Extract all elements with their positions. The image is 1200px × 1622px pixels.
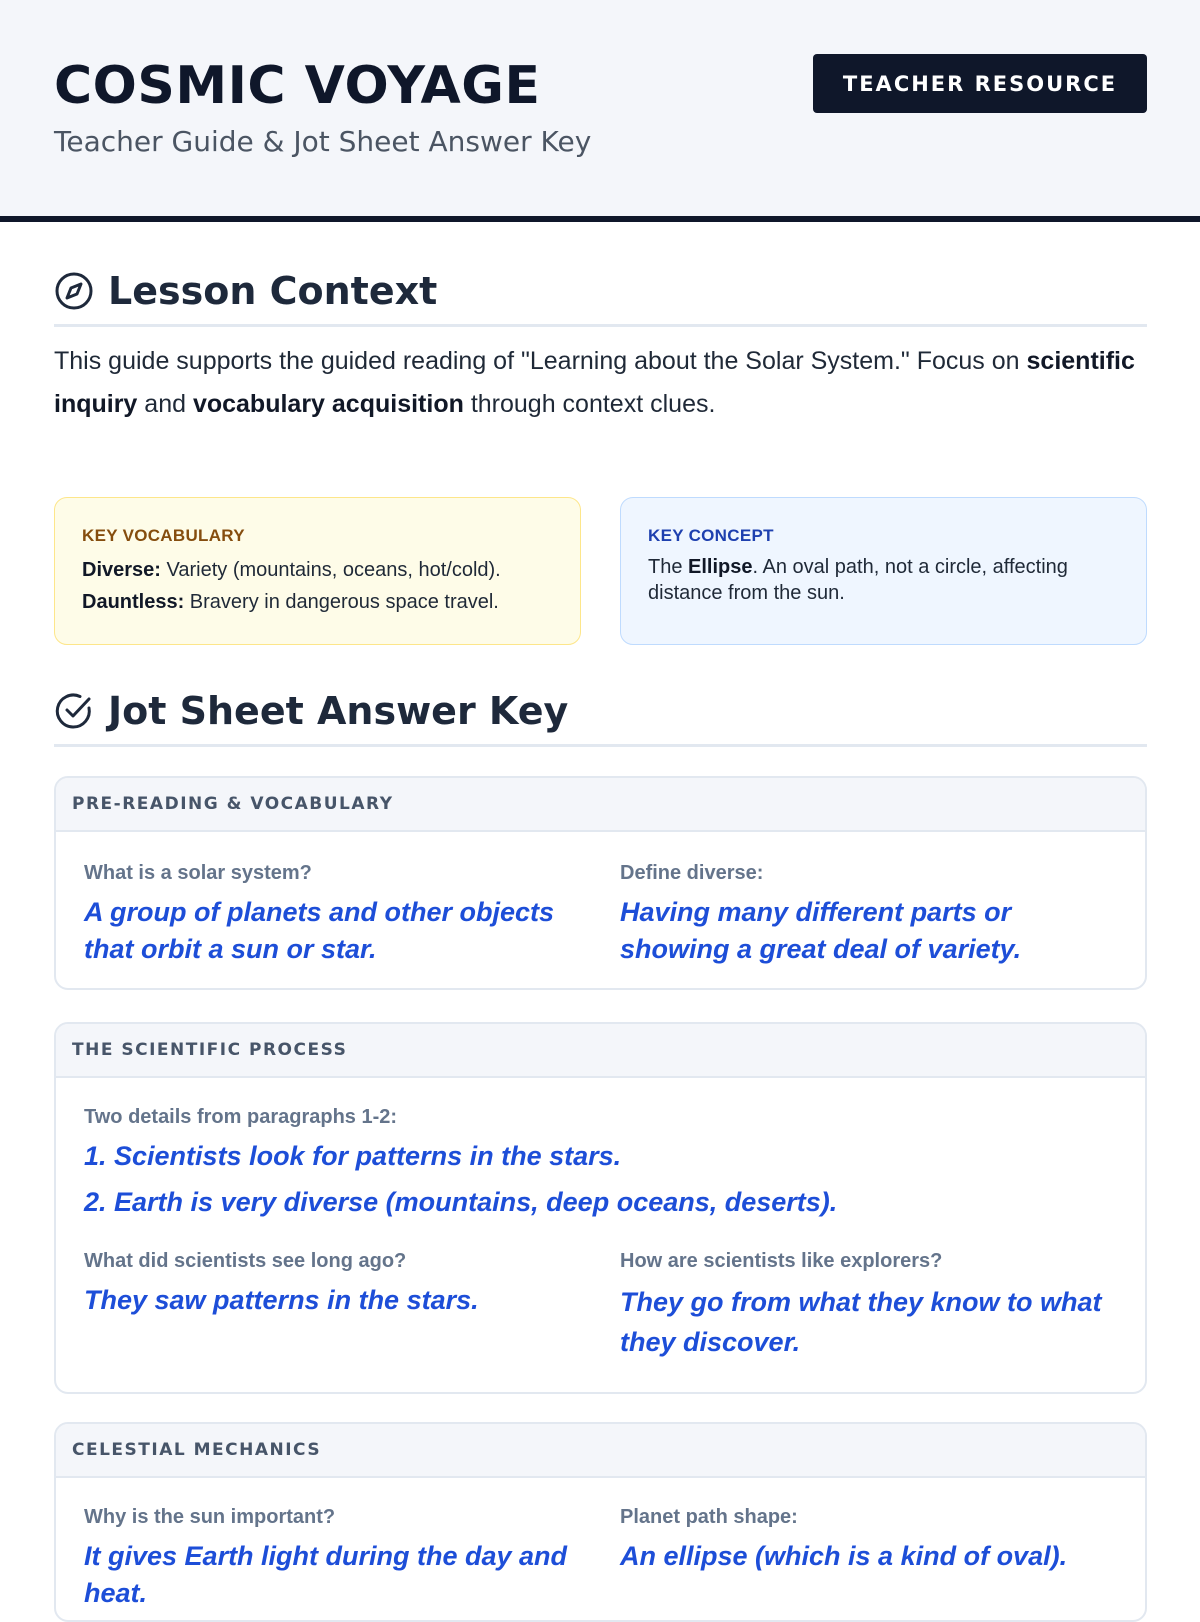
teacher-resource-badge: TEACHER RESOURCE	[813, 54, 1147, 113]
question-solar-system: What is a solar system?	[84, 862, 312, 884]
vocab-term: Dauntless:	[82, 591, 185, 613]
scientific-process-heading: THE SCIENTIFIC PROCESS	[56, 1024, 1145, 1078]
vocab-definition: Bravery in dangerous space travel.	[184, 591, 499, 613]
key-concept-card	[620, 497, 1147, 645]
concept-prefix: The	[648, 556, 689, 578]
answer-key-title: Jot Sheet Answer Key	[108, 689, 569, 733]
concept-description: . An oval path, not a circle, affecting distance from the sun.	[648, 556, 1068, 604]
answer-detail-2: 2. Earth is very diverse (mountains, deep oceans, deserts).	[84, 1187, 838, 1217]
lesson-bold-vocabulary-acquisition: vocabulary acquisition	[192, 390, 464, 418]
answer-key-heading	[54, 678, 1147, 747]
pre-reading-heading: PRE-READING & VOCABULARY	[56, 778, 1145, 832]
key-vocabulary-label: KEY VOCABULARY	[82, 526, 245, 545]
vocab-definition: Variety (mountains, oceans, hot/cold).	[160, 559, 501, 581]
answer-solar-system: A group of planets and other objects that orbit a sun or star.	[84, 897, 555, 964]
lesson-text-part2: and	[137, 390, 193, 418]
question-scientists-saw: What did scientists see long ago?	[84, 1250, 407, 1272]
compass-icon	[54, 271, 94, 311]
answer-sun-important: It gives Earth light during the day and heat.	[84, 1541, 568, 1608]
question-sun-important: Why is the sun important?	[84, 1506, 336, 1528]
vocab-item-diverse	[82, 554, 553, 586]
key-vocabulary-card	[54, 497, 581, 645]
scientific-process-panel	[54, 1022, 1147, 1394]
answer-scientists-explorers: They go from what they know to what they discover.	[620, 1287, 1102, 1357]
question-planet-path: Planet path shape:	[620, 1506, 798, 1528]
lesson-context-heading	[54, 258, 1147, 327]
key-concept-label: KEY CONCEPT	[648, 526, 774, 545]
lesson-text-part3: through context clues.	[463, 390, 716, 418]
lesson-text-part1: This guide supports the guided reading of "Learning about the Solar System." Focus on	[54, 347, 1027, 375]
question-define-diverse: Define diverse:	[620, 862, 764, 884]
vocab-term: Diverse:	[82, 559, 161, 581]
page-title: COSMIC VOYAGE	[54, 56, 541, 116]
question-scientists-explorers: How are scientists like explorers?	[620, 1250, 943, 1272]
check-circle-icon	[54, 691, 94, 731]
answer-scientists-saw: They saw patterns in the stars.	[84, 1285, 479, 1315]
answer-detail-1: 1. Scientists look for patterns in the stars.	[84, 1141, 622, 1171]
lesson-bold-scientific-inquiry: scientific inquiry	[54, 347, 1135, 418]
page-header	[0, 0, 1200, 222]
answer-planet-path: An ellipse (which is a kind of oval).	[620, 1541, 1068, 1571]
page-subtitle: Teacher Guide & Jot Sheet Answer Key	[54, 125, 592, 158]
lesson-context-title: Lesson Context	[108, 269, 438, 313]
key-concept-text	[648, 554, 1119, 606]
pre-reading-panel	[54, 776, 1147, 990]
vocab-item-dauntless	[82, 586, 553, 618]
celestial-mechanics-panel	[54, 1422, 1147, 1622]
celestial-mechanics-heading: CELESTIAL MECHANICS	[56, 1424, 1145, 1478]
question-two-details: Two details from paragraphs 1-2:	[84, 1106, 398, 1128]
answer-define-diverse: Having many different parts or showing a great deal of variety.	[620, 897, 1022, 964]
lesson-intro-text	[54, 340, 1147, 426]
concept-term: Ellipse	[688, 556, 753, 578]
